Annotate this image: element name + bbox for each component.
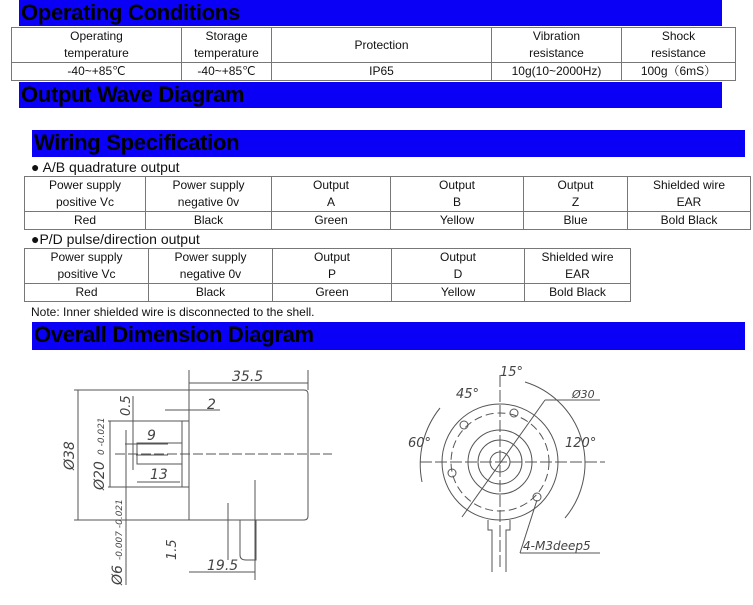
header-cell: EAR (676, 195, 702, 209)
value-cell: -40~+85℃ (12, 63, 182, 81)
value-cell: Bold Black (525, 284, 631, 302)
header-cell: Shock (661, 29, 696, 43)
header-cell: Output (438, 178, 476, 192)
dim-35-5: 35.5 (232, 369, 264, 385)
header-cell: temperature (194, 46, 259, 60)
value-cell: Black (146, 212, 272, 230)
side-view (62, 369, 332, 586)
header-cell: Power supply (48, 178, 122, 192)
dim-6: Ø6 (110, 565, 126, 585)
section-title-dimension: Overall Dimension Diagram (32, 322, 745, 350)
dim-9: 9 (147, 428, 156, 444)
value-cell: Bold Black (628, 212, 751, 230)
header-cell: resistance (529, 46, 584, 60)
dim-13: 13 (150, 467, 168, 483)
front-view (408, 365, 605, 572)
mount-hole (510, 409, 518, 417)
ab-output-label: ● A/B quadrature output (31, 159, 180, 175)
section-title-wiring: Wiring Specification (32, 130, 745, 157)
value-cell: Black (149, 284, 273, 302)
header-cell: Power supply (50, 250, 123, 264)
header-cell: negative 0v (177, 195, 240, 209)
value-cell: IP65 (272, 63, 492, 81)
header-cell: Output (557, 178, 594, 192)
value-cell: Green (273, 284, 392, 302)
dim-38: Ø38 (62, 441, 78, 470)
value-cell: 10g(10~2000Hz) (492, 63, 622, 81)
header-cell: A (326, 195, 335, 209)
dim-19-5: 19.5 (207, 558, 239, 574)
dim-20: Ø20 (92, 461, 108, 490)
wiring-note: Note: Inner shielded wire is disconnected to the shell. (31, 305, 315, 319)
header-cell: negative 0v (179, 267, 242, 281)
mount-hole (460, 421, 468, 429)
header-cell: EAR (565, 267, 590, 281)
angle-45: 45° (456, 387, 480, 402)
header-cell: positive Vc (55, 195, 115, 209)
header-cell: Protection (354, 37, 409, 52)
dim-1-5: 1.5 (165, 539, 180, 560)
value-cell: Blue (524, 212, 628, 230)
hole-spec: 4-M3deep5 (523, 539, 591, 553)
header-cell: Output (312, 178, 350, 192)
dim-0-5: 0.5 (119, 395, 134, 416)
dim-30: Ø30 (572, 388, 595, 401)
value-cell: Green (272, 212, 391, 230)
header-cell: Shielded wire (652, 178, 726, 192)
value-cell: Red (25, 284, 149, 302)
value-cell: -40~+85℃ (182, 63, 272, 81)
value-cell: Yellow (391, 212, 524, 230)
header-cell: Power supply (174, 250, 247, 264)
dim-2: 2 (207, 397, 216, 413)
dim-20-tolerance: 0 -0.021 (97, 417, 107, 455)
angle-60: 60° (408, 436, 432, 451)
value-cell: Yellow (392, 284, 525, 302)
header-cell: Storage (205, 29, 248, 43)
header-cell: P (327, 267, 336, 281)
value-cell: 100g（6mS） (622, 63, 736, 81)
section-title-operating-conditions: Operating Conditions (19, 0, 722, 26)
section-title-output-wave: Output Wave Diagram (19, 82, 722, 108)
header-cell: resistance (651, 46, 706, 60)
angle-120: 120° (565, 436, 597, 451)
header-cell: B (452, 195, 461, 209)
header-cell: Output (439, 250, 477, 264)
angle-15: 15° (500, 365, 524, 380)
header-cell: Z (571, 195, 580, 209)
header-cell: D (453, 267, 463, 281)
header-cell: Output (313, 250, 351, 264)
header-cell: Shielded wire (541, 250, 614, 264)
cable (240, 520, 256, 560)
pd-output-label: ●P/D pulse/direction output (31, 231, 200, 247)
value-cell: Red (25, 212, 146, 230)
header-cell: Vibration (532, 29, 581, 43)
header-cell: Operating (70, 29, 123, 43)
header-cell: Power supply (172, 178, 245, 192)
header-cell: temperature (64, 46, 129, 60)
header-cell: positive Vc (57, 267, 116, 281)
dim-6-tolerance: -0.007 -0.021 (115, 499, 125, 560)
